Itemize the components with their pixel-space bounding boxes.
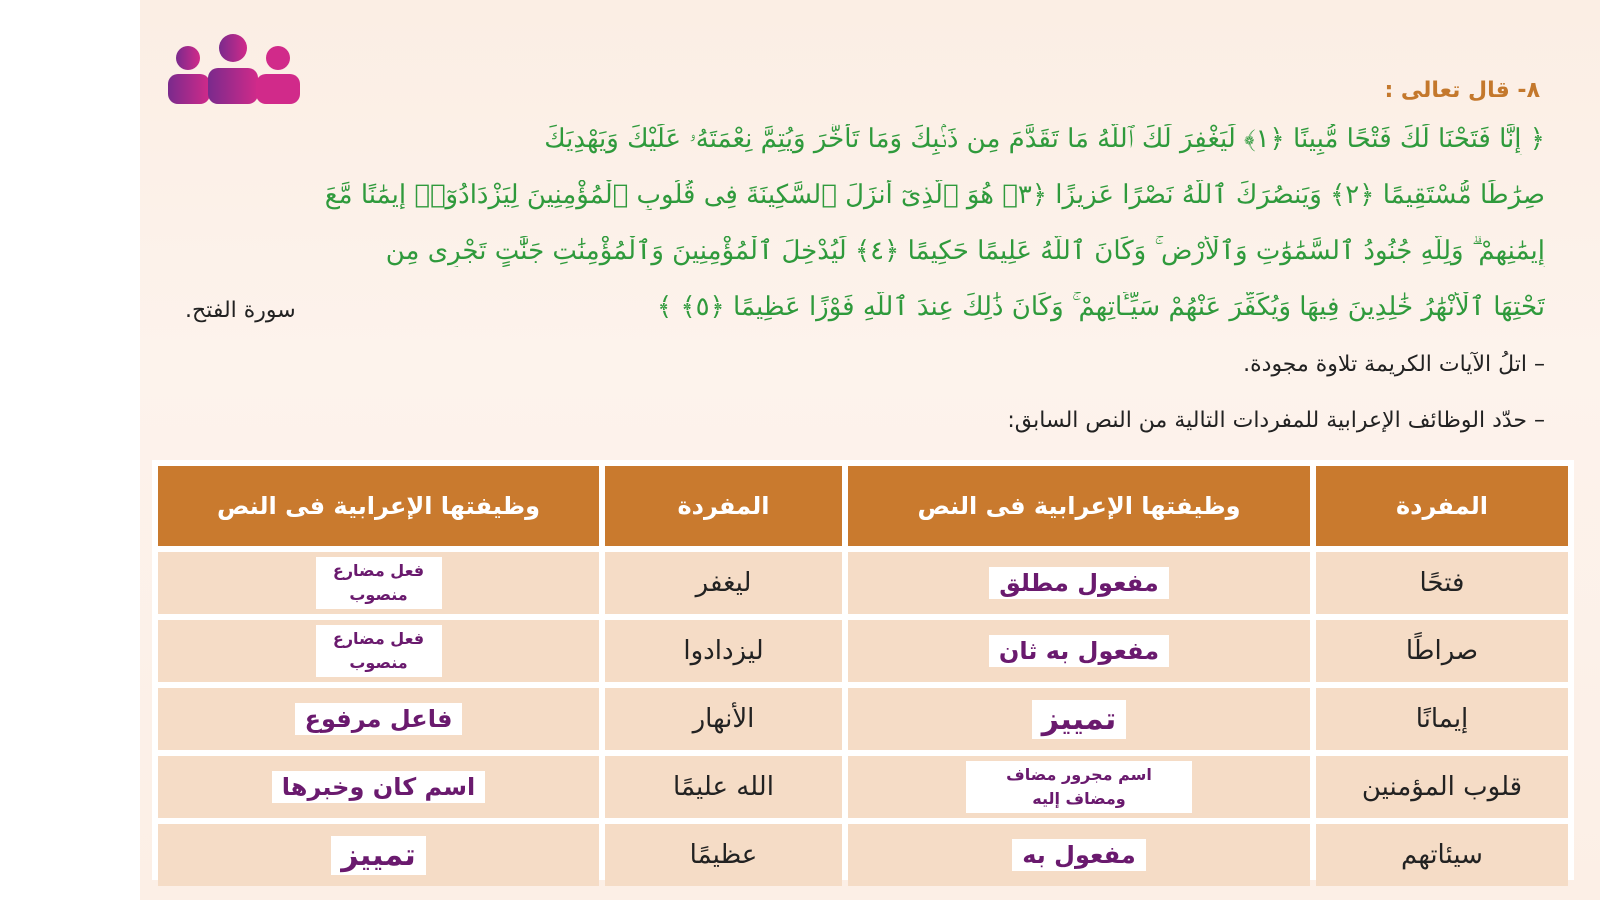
word-cell: صراطًا <box>1316 620 1568 682</box>
word-cell: ليزدادوا <box>605 620 842 682</box>
word-cell: عظيمًا <box>605 824 842 886</box>
answer-text: مفعول به ثان <box>989 635 1169 667</box>
word-cell: الأنهار <box>605 688 842 750</box>
answer-cell <box>158 756 599 818</box>
header-word-2: المفردة <box>605 466 842 546</box>
answer-cell <box>848 824 1310 886</box>
answer-text: اسم مجرور مضاف ومضاف إليه <box>966 761 1192 813</box>
answer-cell <box>848 552 1310 614</box>
instruction-recite: – اتلُ الآيات الكريمة تلاوة مجودة. <box>1243 352 1545 377</box>
table-row <box>158 620 1568 682</box>
header-function-1: وظيفتها الإعرابية فى النص <box>848 466 1310 546</box>
table-row <box>158 688 1568 750</box>
answer-text: فعل مضارع منصوب <box>316 625 442 677</box>
surah-name: سورة الفتح. <box>185 298 296 323</box>
word-cell: قلوب المؤمنين <box>1316 756 1568 818</box>
table-header-row <box>158 466 1568 546</box>
answer-text: فعل مضارع منصوب <box>316 557 442 609</box>
verse-line-1: ﴿ إِنَّا فَتَحْنَا لَكَ فَتْحًا مُّبِينًا ﴿١﴾ لِّيَغْفِرَ لَكَ ٱللَّهُ مَا تَقَدَّمَ مِن ذَنۢبِكَ وَمَا تَأَخَّرَ وَيُتِمَّ نِعْمَتَهُۥ عَلَيْكَ وَيَهْدِيَكَ <box>544 124 1545 154</box>
header-word-1: المفردة <box>1316 466 1568 546</box>
answer-cell <box>158 688 599 750</box>
instruction-parse: – حدّد الوظائف الإعرابية للمفردات التالية من النص السابق: <box>1007 408 1545 433</box>
header-function-2: وظيفتها الإعرابية فى النص <box>158 466 599 546</box>
verse-line-4: تَحْتِهَا ٱلْأَنْهَٰرُ خَٰلِدِينَ فِيهَا وَيُكَفِّرَ عَنْهُمْ سَيِّـَٔاتِهِمْ ۚ وَكَانَ ذَٰلِكَ عِندَ ٱللَّهِ فَوْزًا عَظِيمًا ﴿٥﴾ ﴾ <box>656 292 1545 322</box>
answer-cell <box>848 688 1310 750</box>
word-cell: إيمانًا <box>1316 688 1568 750</box>
word-cell: الله عليمًا <box>605 756 842 818</box>
answer-cell <box>158 824 599 886</box>
exercise-label: ٨- قال تعالى : <box>1384 78 1540 103</box>
answer-text: تمييز <box>331 836 426 875</box>
answer-text: فاعل مرفوع <box>295 703 463 735</box>
table-row <box>158 552 1568 614</box>
verse-line-3: إِيمَٰنِهِمْ ۗ وَلِلَّهِ جُنُودُ ٱلسَّمَٰوَٰتِ وَٱلْأَرْضِ ۚ وَكَانَ ٱللَّهُ عَلِيمًا حَكِيمًا ﴿٤﴾ لِّيُدْخِلَ ٱلْمُؤْمِنِينَ وَٱلْمُؤْمِنَٰتِ جَنَّٰتٍ تَجْرِى مِن <box>385 236 1545 266</box>
answer-cell <box>158 552 599 614</box>
verse-line-2: صِرَٰطًا مُّسْتَقِيمًا ﴿٢﴾ وَيَنصُرَكَ ٱللَّهُ نَصْرًا عَزِيزًا ﴿٣﴾ هُوَ ٱلَّذِىٓ أَنزَلَ ٱلسَّكِينَةَ فِى قُلُوبِ ٱلْمُؤْمِنِينَ لِيَزْدَادُوٓا۟ إِيمَٰنًا مَّعَ <box>324 180 1545 210</box>
answer-text: اسم كان وخبرها <box>272 771 485 803</box>
word-cell: فتحًا <box>1316 552 1568 614</box>
table-row <box>158 824 1568 886</box>
answer-text: مفعول مطلق <box>989 567 1169 599</box>
word-cell: ليغفر <box>605 552 842 614</box>
answer-text: تمييز <box>1032 700 1127 739</box>
word-cell: سيئاتهم <box>1316 824 1568 886</box>
group-work-icon <box>158 34 308 106</box>
table-row <box>158 756 1568 818</box>
answer-text: مفعول به <box>1012 839 1145 871</box>
parsing-table <box>152 460 1574 880</box>
textbook-page <box>140 0 1600 900</box>
answer-cell <box>158 620 599 682</box>
answer-cell <box>848 620 1310 682</box>
answer-cell <box>848 756 1310 818</box>
